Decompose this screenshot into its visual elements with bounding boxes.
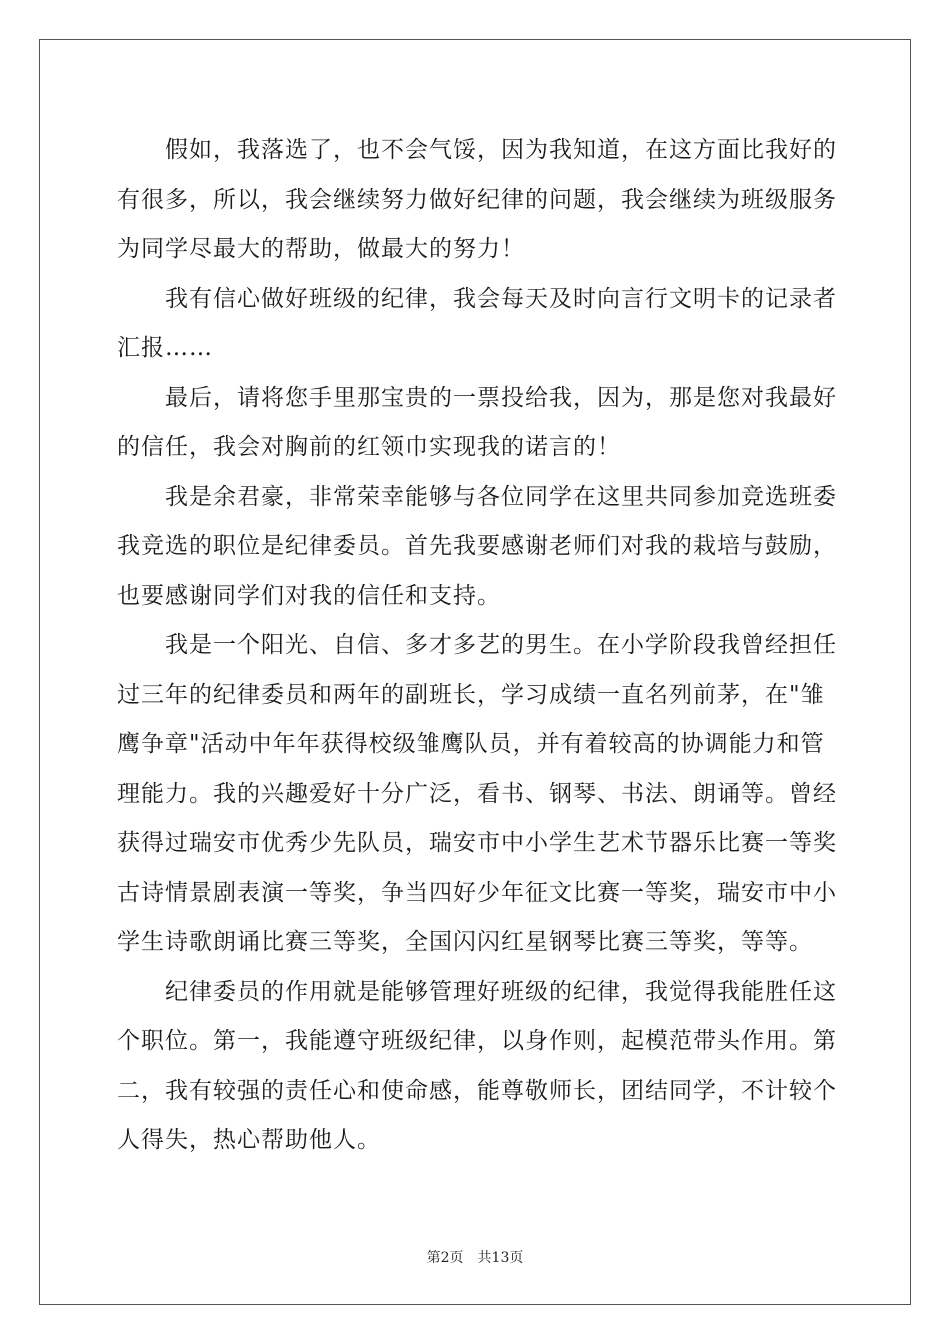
text-line: 获得过瑞安市优秀少先队员，瑞安市中小学生艺术节器乐比赛一等奖 — [117, 830, 837, 856]
paragraph-6 — [117, 968, 837, 1166]
text-line: 假如，我落选了，也不会气馁，因为我知道，在这方面比我好的 — [165, 137, 837, 163]
text-line: 我有信心做好班级的纪律，我会每天及时向言行文明卡的记录者 — [165, 285, 837, 312]
text-line: 纪律委员的作用就是能够管理好班级的纪律，我觉得我能胜任这 — [165, 978, 837, 1005]
text-line: 汇报…… — [117, 335, 213, 361]
text-line: 有很多，所以，我会继续努力做好纪律的问题，我会继续为班级服务 — [117, 186, 837, 213]
text-line: 鹰争章"活动中年年获得校级雏鹰队员，并有着较高的协调能力和管 — [117, 731, 825, 757]
text-line: 人得失，热心帮助他人。 — [117, 1127, 381, 1153]
text-line: 我是一个阳光、自信、多才多艺的男生。在小学阶段我曾经担任 — [165, 632, 837, 658]
text-line: 的信任，我会对胸前的红领巾实现我的诺言的！ — [117, 434, 621, 460]
page-footer — [0, 1247, 950, 1267]
paragraph-4 — [117, 473, 837, 622]
text-line: 个职位。第一，我能遵守班级纪律，以身作则，起模范带头作用。第 — [117, 1028, 837, 1054]
text-line: 也要感谢同学们对我的信任和支持。 — [117, 582, 501, 609]
paragraph-5 — [117, 621, 837, 968]
text-line: 我竞选的职位是纪律委员。首先我要感谢老师们对我的栽培与鼓励， — [117, 533, 837, 559]
text-line: 我是余君豪，非常荣幸能够与各位同学在这里共同参加竞选班委 — [165, 483, 837, 510]
text-line: 古诗情景剧表演一等奖，争当四好少年征文比赛一等奖，瑞安市中小 — [117, 879, 837, 906]
paragraph-2 — [117, 275, 837, 374]
text-line: 最后，请将您手里那宝贵的一票投给我，因为，那是您对我最好 — [165, 384, 837, 411]
page-total: 共13页 — [477, 1250, 524, 1266]
paragraph-3 — [117, 374, 837, 473]
paragraph-1 — [117, 126, 837, 275]
text-line: 学生诗歌朗诵比赛三等奖，全国闪闪红星钢琴比赛三等奖，等等。 — [117, 929, 813, 955]
text-line: 理能力。我的兴趣爱好十分广泛，看书、钢琴、书法、朗诵等。曾经 — [117, 780, 837, 807]
page-number: 第2页 — [426, 1250, 464, 1266]
text-line: 为同学尽最大的帮助，做最大的努力！ — [117, 236, 525, 262]
document-body — [117, 126, 837, 1166]
text-line: 二，我有较强的责任心和使命感，能尊敬师长，团结同学，不计较个 — [117, 1077, 837, 1104]
text-line: 过三年的纪律委员和两年的副班长，学习成绩一直名列前茅，在"雏 — [117, 681, 825, 708]
